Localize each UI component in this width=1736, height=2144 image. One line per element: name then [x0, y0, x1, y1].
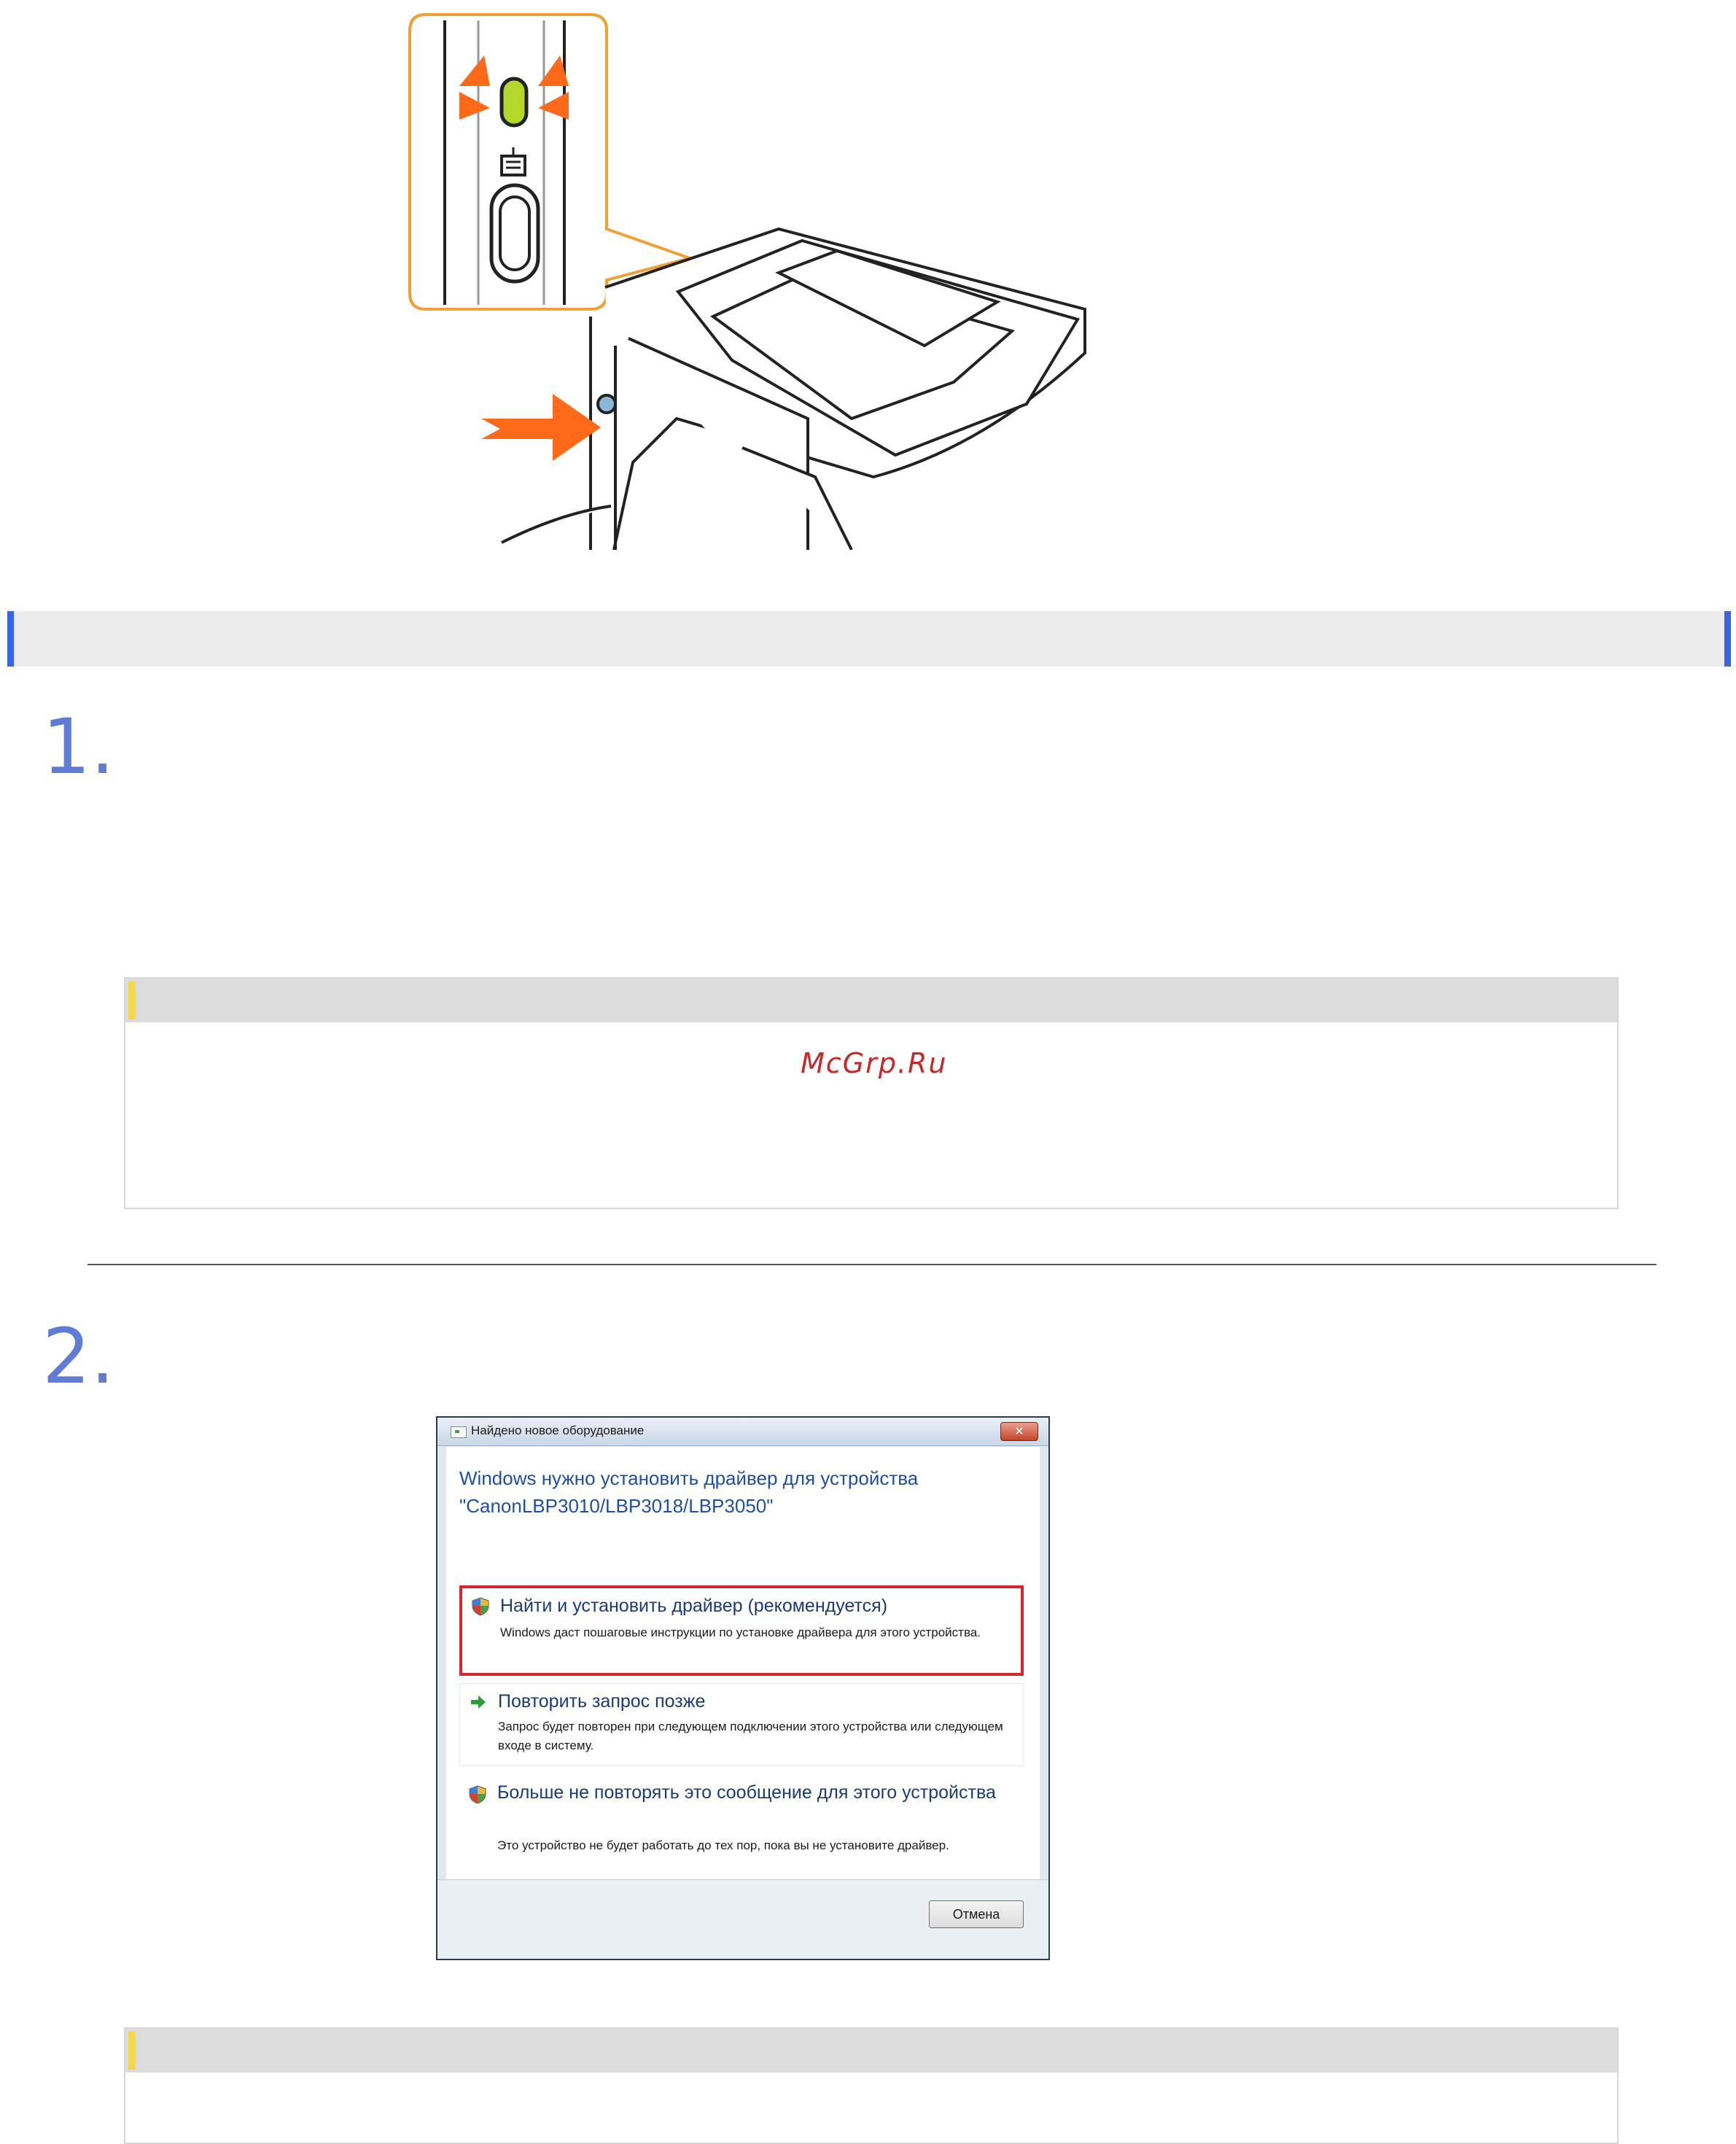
close-button[interactable]: ✕	[1000, 1422, 1038, 1441]
note-box-header	[125, 979, 1617, 1022]
option-title: Найти и установить драйвер (рекомендуется)	[500, 1596, 888, 1616]
dialog-footer	[437, 1879, 1048, 1959]
printer-illustration	[400, 10, 1099, 550]
shield-icon	[471, 1597, 490, 1616]
section-header-bar	[7, 611, 1731, 667]
step-number-1: 1.	[42, 702, 115, 791]
option-description: Это устройство не будет работать до тех пор, пока вы не установите драйвер.	[497, 1838, 949, 1852]
hardware-app-icon	[451, 1426, 467, 1438]
option-description: Запрос будет повторен при следующем подключении этого устройства или следующем входе в систему.	[498, 1720, 1003, 1752]
option-title: Повторить запрос позже	[498, 1691, 706, 1712]
note-box-1	[124, 977, 1619, 1209]
control-panel-callout	[410, 15, 690, 309]
arrow-right-icon	[469, 1693, 488, 1712]
note-flag	[128, 982, 136, 1019]
cancel-button[interactable]: Отмена	[929, 1900, 1024, 1928]
dialog-title: Найдено новое оборудование	[471, 1423, 645, 1437]
option-description: Windows даст пошаговые инструкции по установке драйвера для этого устройства.	[500, 1626, 981, 1639]
press-arrow	[481, 394, 601, 461]
ready-indicator-light	[502, 79, 526, 125]
option-find-install-driver[interactable]	[459, 1585, 1024, 1676]
dialog-titlebar	[437, 1418, 1048, 1446]
note-box-2	[124, 2027, 1619, 2144]
option-dont-ask-again[interactable]	[459, 1775, 1024, 1884]
option-ask-later[interactable]	[459, 1683, 1024, 1766]
found-new-hardware-dialog	[436, 1416, 1050, 1960]
dialog-heading: Windows нужно установить драйвер для устройства "CanonLBP3010/LBP3018/LBP3050"	[459, 1467, 919, 1517]
note-box-header	[125, 2029, 1617, 2073]
note-flag	[128, 2032, 136, 2070]
section-divider	[87, 1264, 1657, 1265]
option-title: Больше не повторять это сообщение для этого устройства	[497, 1782, 996, 1803]
dialog-body	[446, 1447, 1040, 1880]
shield-icon	[468, 1785, 487, 1804]
watermark-text: McGrp.Ru	[801, 1047, 948, 1079]
step-number-2: 2.	[42, 1312, 115, 1401]
